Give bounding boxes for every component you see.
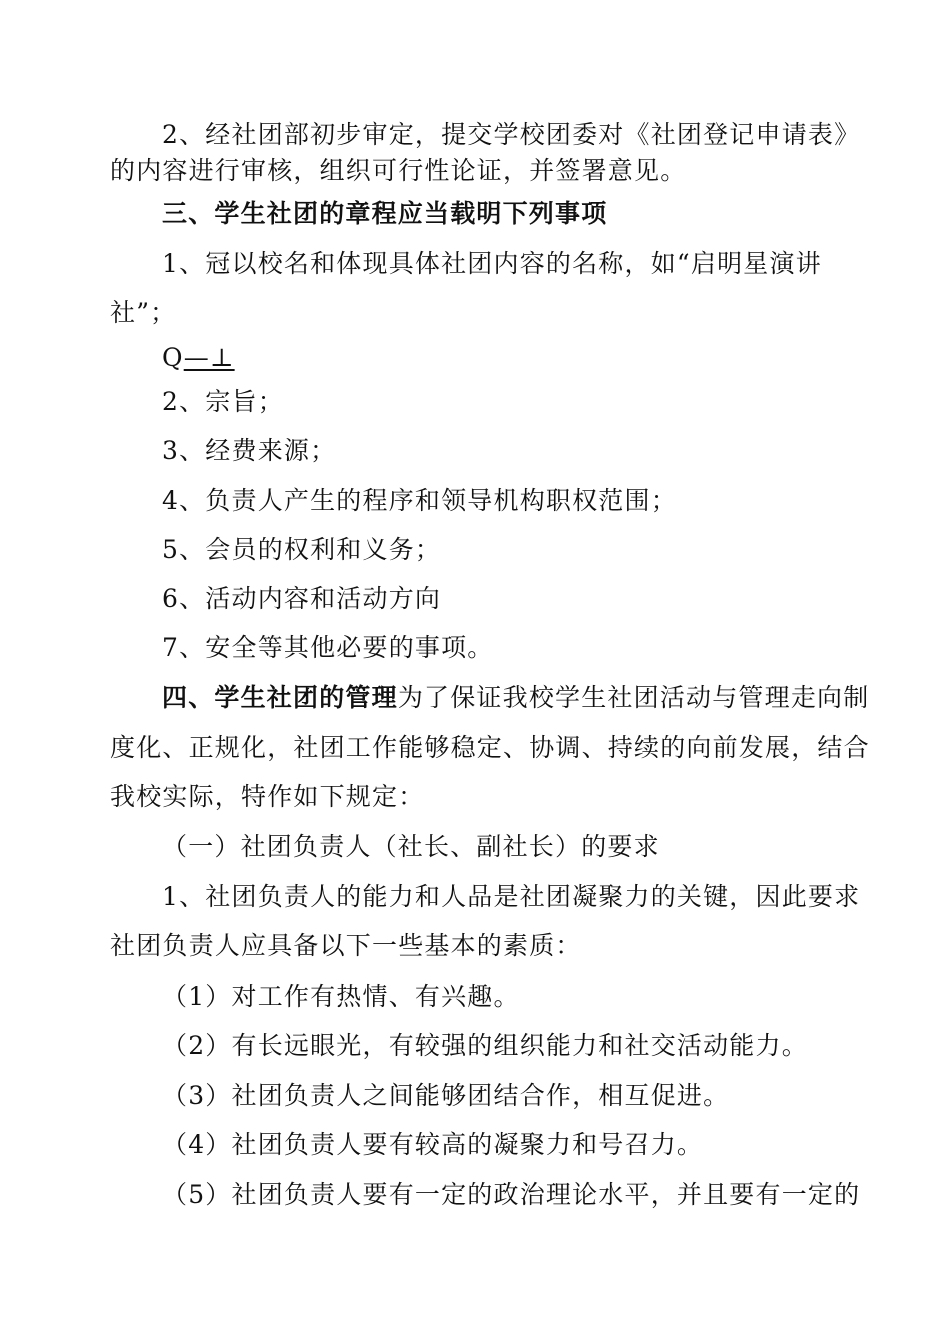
- section-heading: 四、学生社团的管理: [162, 683, 398, 712]
- list-item: 1、冠以校名和体现具体社团内容的名称，如“启明星演讲: [162, 249, 822, 278]
- list-item: 3、经费来源；: [162, 436, 337, 465]
- paragraph-text: 为了保证我校学生社团活动与管理走向制: [397, 683, 870, 712]
- list-item: 2、宗旨；: [162, 387, 284, 416]
- list-item: （5）社团负责人要有一定的政治理论水平，并且要有一定的: [162, 1180, 861, 1209]
- garbled-underlined-text: —⊥: [183, 343, 235, 372]
- list-item: （2）有长远眼光，有较强的组织能力和社交活动能力。: [162, 1031, 808, 1060]
- list-item: （4）社团负责人要有较高的凝聚力和号召力。: [162, 1130, 704, 1159]
- list-item: （3）社团负责人之间能够团结合作，相互促进。: [162, 1081, 730, 1110]
- list-item: （1）对工作有热情、有兴趣。: [162, 982, 520, 1011]
- list-item-continuation: 社”；: [110, 298, 177, 327]
- section-heading-paragraph: [162, 683, 869, 713]
- paragraph-line: 度化、正规化，社团工作能够稳定、协调、持续的向前发展，结合: [110, 733, 870, 762]
- subsection-heading: （一）社团负责人（社长、副社长）的要求: [162, 832, 660, 861]
- list-item: 1、社团负责人的能力和人品是社团凝聚力的关键，因此要求: [162, 882, 861, 911]
- list-item-continuation: 社团负责人应具备以下一些基本的素质：: [110, 931, 582, 960]
- paragraph-line: 2、经社团部初步审定，提交学校团委对《社团登记申请表》: [162, 120, 861, 149]
- garbled-line: [162, 343, 235, 373]
- list-item: 4、负责人产生的程序和领导机构职权范围；: [162, 486, 677, 515]
- section-heading: 三、学生社团的章程应当载明下列事项: [162, 199, 608, 228]
- list-item: 6、活动内容和活动方向: [162, 584, 442, 613]
- paragraph-line: 的内容进行审核，组织可行性论证，并签署意见。: [110, 156, 687, 185]
- list-item: 5、会员的权利和义务；: [162, 535, 442, 564]
- paragraph-line: 我校实际，特作如下规定：: [110, 782, 425, 811]
- garbled-prefix: Q: [162, 343, 184, 372]
- list-item: 7、安全等其他必要的事项。: [162, 633, 494, 662]
